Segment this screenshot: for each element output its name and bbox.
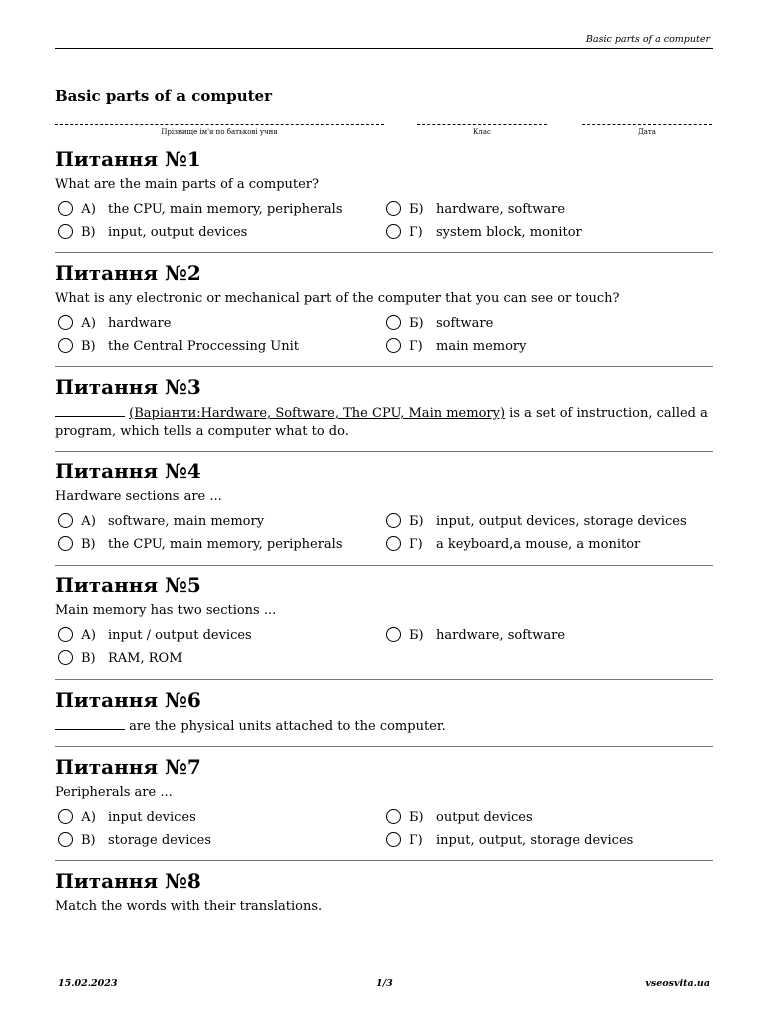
question-4 [55, 459, 713, 557]
option-letter: А) [81, 628, 96, 643]
radio-circle-icon[interactable] [58, 315, 73, 330]
option-text: system block, monitor [436, 225, 582, 240]
option-text: input, output, storage devices [436, 833, 634, 848]
option-letter: Г) [409, 537, 423, 552]
option-text: the CPU, main memory, peripherals [108, 537, 343, 552]
question-prompt: What is any electronic or mechanical part of the computer that you can see or touch? [55, 291, 620, 306]
prompt-text: is a set of instruction, called a [505, 406, 708, 421]
option-text: input, output devices, storage devices [436, 514, 687, 529]
radio-circle-icon[interactable] [58, 338, 73, 353]
option-text: the Central Proccessing Unit [108, 339, 299, 354]
class-caption: Клас [473, 128, 491, 136]
option-letter: А) [81, 810, 96, 825]
question-separator [55, 565, 713, 566]
option-letter: В) [81, 651, 96, 666]
option-letter: В) [81, 225, 96, 240]
radio-circle-icon[interactable] [386, 809, 401, 824]
question-heading: Питання №1 [55, 147, 201, 171]
date-field[interactable] [582, 114, 712, 136]
radio-circle-icon[interactable] [58, 627, 73, 642]
radio-circle-icon[interactable] [58, 536, 73, 551]
answer-options [55, 199, 713, 245]
question-7 [55, 755, 713, 853]
question-separator [55, 366, 713, 367]
question-prompt: Peripherals are ... [55, 785, 173, 800]
option-letter: В) [81, 833, 96, 848]
question-heading: Питання №3 [55, 375, 201, 399]
option-text: RAM, ROM [108, 651, 183, 666]
option-text: main memory [436, 339, 527, 354]
answer-options [55, 313, 713, 359]
question-prompt: What are the main parts of a computer? [55, 177, 319, 192]
footer-date: 15.02.2023 [58, 978, 118, 989]
question-heading: Питання №2 [55, 261, 201, 285]
header-rule [55, 48, 713, 49]
option-letter: А) [81, 316, 96, 331]
question-3 [55, 375, 713, 441]
radio-circle-icon[interactable] [386, 832, 401, 847]
question-separator [55, 746, 713, 747]
question-prompt [55, 717, 713, 736]
question-6 [55, 688, 713, 736]
document-title: Basic parts of a computer [55, 87, 273, 105]
option-text: a keyboard,a mouse, a monitor [436, 537, 641, 552]
prompt-text: are the physical units attached to the computer. [125, 719, 446, 734]
option-letter: А) [81, 514, 96, 529]
option-letter: Б) [409, 514, 424, 529]
radio-circle-icon[interactable] [386, 224, 401, 239]
option-letter: Б) [409, 202, 424, 217]
question-5 [55, 573, 713, 671]
question-heading: Питання №6 [55, 688, 201, 712]
class-blank-line [417, 124, 547, 125]
answer-options [55, 511, 713, 557]
question-heading: Питання №8 [55, 869, 201, 893]
option-text: input / output devices [108, 628, 252, 643]
question-separator [55, 451, 713, 452]
option-letter: Г) [409, 833, 423, 848]
radio-circle-icon[interactable] [386, 315, 401, 330]
option-text: storage devices [108, 833, 211, 848]
question-prompt: Match the words with their translations. [55, 899, 323, 914]
answer-options [55, 807, 713, 853]
question-8 [55, 869, 713, 916]
radio-circle-icon[interactable] [386, 338, 401, 353]
radio-circle-icon[interactable] [386, 627, 401, 642]
radio-circle-icon[interactable] [58, 201, 73, 216]
running-header: Basic parts of a computer [585, 34, 710, 45]
option-text: input devices [108, 810, 196, 825]
option-text: output devices [436, 810, 533, 825]
answer-variants: (Варіанти:Hardware, Software, The CPU, Main memory) [129, 406, 506, 421]
question-separator [55, 860, 713, 861]
question-heading: Питання №7 [55, 755, 201, 779]
option-letter: В) [81, 537, 96, 552]
prompt-text-line2: program, which tells a computer what to do. [55, 424, 349, 439]
answer-blank[interactable] [55, 404, 125, 417]
option-text: software [436, 316, 494, 331]
question-separator [55, 252, 713, 253]
option-text: the CPU, main memory, peripherals [108, 202, 343, 217]
radio-circle-icon[interactable] [58, 224, 73, 239]
answer-options [55, 625, 713, 671]
question-prompt [55, 404, 713, 441]
class-field[interactable] [417, 114, 547, 136]
date-blank-line [582, 124, 712, 125]
radio-circle-icon[interactable] [386, 201, 401, 216]
answer-blank[interactable] [55, 717, 125, 730]
option-text: hardware, software [436, 628, 566, 643]
option-text: hardware, software [436, 202, 566, 217]
radio-circle-icon[interactable] [58, 832, 73, 847]
name-field[interactable] [55, 114, 384, 136]
option-letter: В) [81, 339, 96, 354]
question-separator [55, 679, 713, 680]
date-caption: Дата [638, 128, 656, 136]
option-letter: А) [81, 202, 96, 217]
option-letter: Б) [409, 316, 424, 331]
question-prompt: Hardware sections are ... [55, 489, 222, 504]
option-letter: Г) [409, 225, 423, 240]
radio-circle-icon[interactable] [386, 536, 401, 551]
option-text: input, output devices [108, 225, 248, 240]
option-text: hardware [108, 316, 172, 331]
question-prompt: Main memory has two sections ... [55, 603, 277, 618]
option-text: software, main memory [108, 514, 265, 529]
name-blank-line [55, 124, 384, 125]
radio-circle-icon[interactable] [58, 650, 73, 665]
question-heading: Питання №4 [55, 459, 201, 483]
name-caption: Прізвище ім'я по батькові учня [161, 128, 278, 136]
question-1 [55, 147, 713, 245]
footer-site: vseosvita.ua [645, 978, 710, 989]
question-2 [55, 261, 713, 359]
radio-circle-icon[interactable] [58, 809, 73, 824]
radio-circle-icon[interactable] [58, 513, 73, 528]
option-letter: Г) [409, 339, 423, 354]
option-letter: Б) [409, 810, 424, 825]
radio-circle-icon[interactable] [386, 513, 401, 528]
student-fields [55, 114, 713, 140]
question-heading: Питання №5 [55, 573, 201, 597]
option-letter: Б) [409, 628, 424, 643]
footer-page-number: 1/3 [376, 978, 393, 989]
